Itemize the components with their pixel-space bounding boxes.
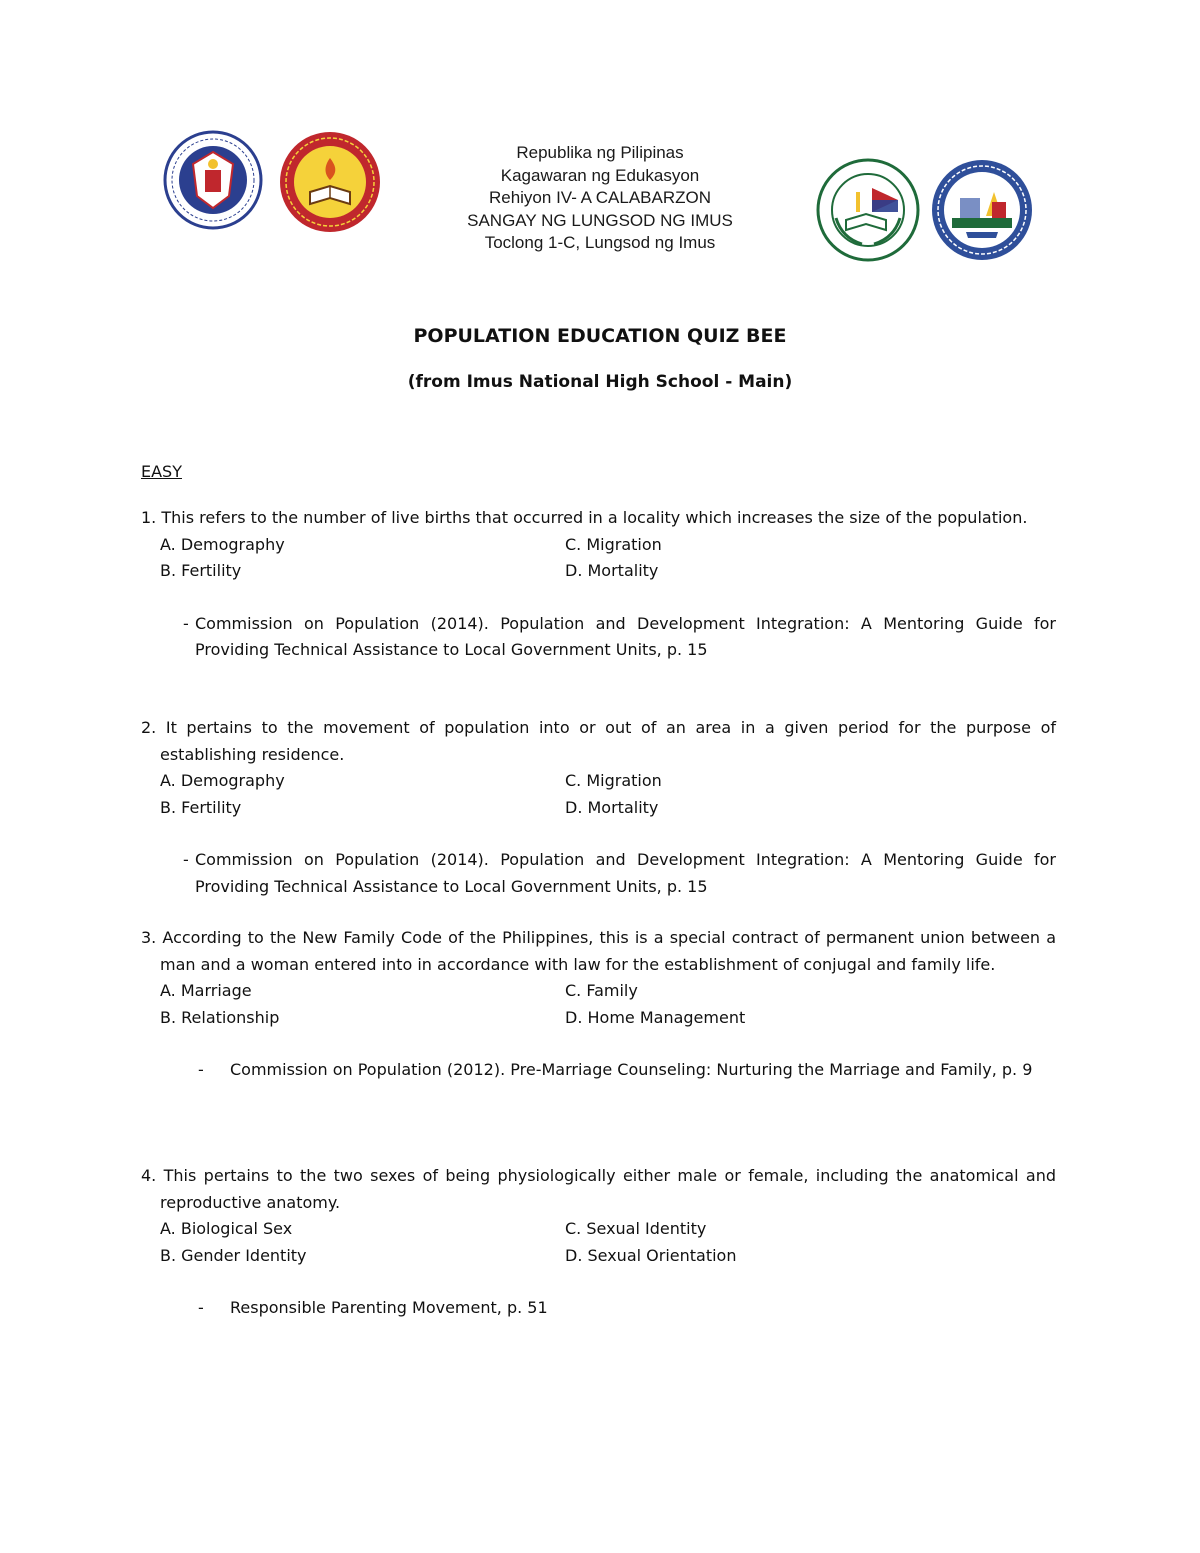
lungsod-ng-imus-seal — [930, 158, 1034, 262]
choice-b: B. Gender Identity — [160, 1245, 307, 1265]
header-line-region: Rehiyon IV- A CALABARZON — [488, 188, 712, 207]
choice-b: B. Fertility — [160, 561, 242, 580]
choice-list — [141, 768, 1056, 821]
question-reference — [141, 1057, 1056, 1084]
question-reference — [141, 847, 1056, 900]
reference-bullet: - — [183, 850, 189, 869]
question-1 — [141, 505, 1056, 664]
question-text: 2. It pertains to the movement of population into or out of an area in a given period for the purpose of establishing residence. — [141, 718, 1056, 764]
choice-list — [141, 1216, 1056, 1269]
choice-list — [141, 532, 1056, 585]
document-title: POPULATION EDUCATION QUIZ BEE — [413, 325, 787, 347]
header-line-division: SANGAY NG LUNGSOD NG IMUS — [467, 210, 733, 230]
reference-bullet: - — [198, 1060, 204, 1079]
question-text: 1. This refers to the number of live births that occurred in a locality which increases the size of the population. — [141, 508, 1028, 527]
letterhead — [0, 130, 1200, 260]
header-line-republic: Republika ng Pilipinas — [516, 143, 684, 162]
deped-imus-city-seal — [816, 158, 920, 262]
question-4 — [141, 1163, 1056, 1322]
choice-d: D. Mortality — [565, 797, 659, 817]
question-text: 3. According to the New Family Code of the Philippines, this is a special contract of permanent union between a man and a woman entered into in accordance with law for the establishment of conjugal and family life. — [141, 928, 1056, 974]
choice-c: C. Family — [565, 981, 638, 1000]
letterhead-text — [390, 142, 810, 255]
choice-b: B. Relationship — [160, 1007, 280, 1027]
reference-text: Commission on Population (2014). Population and Development Integration: A Mentoring Guide for Providing Technical Assistance to Local Government Units, p. 15 — [195, 613, 1056, 659]
question-3 — [141, 925, 1056, 1084]
choice-a: A. Demography — [160, 534, 285, 554]
choice-c: C. Migration — [565, 534, 662, 554]
choice-list — [141, 978, 1056, 1031]
choice-c: C. Migration — [565, 771, 662, 790]
choice-d: D. Home Management — [565, 1007, 746, 1027]
choice-d: D. Mortality — [565, 561, 659, 580]
choice-b: B. Fertility — [160, 797, 242, 817]
question-text: 4. This pertains to the two sexes of being physiologically either male or female, including the anatomical and reproductive anatomy. — [141, 1166, 1056, 1212]
question-reference — [141, 611, 1056, 664]
reference-text: Commission on Population (2014). Population and Development Integration: A Mentoring Guide for Providing Technical Assistance to Local Government Units, p. 15 — [195, 850, 1056, 896]
kagawaran-ng-edukasyon-seal — [163, 130, 263, 230]
document-subtitle: (from Imus National High School - Main) — [407, 372, 793, 392]
choice-c: C. Sexual Identity — [565, 1219, 707, 1238]
choice-a: A. Marriage — [160, 981, 252, 1000]
reference-text: Commission on Population (2012). Pre-Marriage Counseling: Nurturing the Marriage and Family, p. 9 — [230, 1060, 1033, 1079]
deped-region-iv-a-seal — [278, 130, 382, 234]
reference-text: Responsible Parenting Movement, p. 51 — [230, 1298, 548, 1317]
choice-d: D. Sexual Orientation — [565, 1245, 737, 1265]
header-line-department: Kagawaran ng Edukasyon — [500, 165, 700, 185]
reference-bullet: - — [198, 1298, 204, 1317]
question-reference — [141, 1295, 1056, 1322]
difficulty-heading: EASY — [141, 462, 182, 481]
choice-a: A. Biological Sex — [160, 1219, 293, 1238]
question-2 — [141, 715, 1056, 900]
choice-a: A. Demography — [160, 771, 285, 790]
reference-bullet: - — [183, 613, 189, 633]
header-line-address: Toclong 1-C, Lungsod ng Imus — [484, 233, 716, 252]
